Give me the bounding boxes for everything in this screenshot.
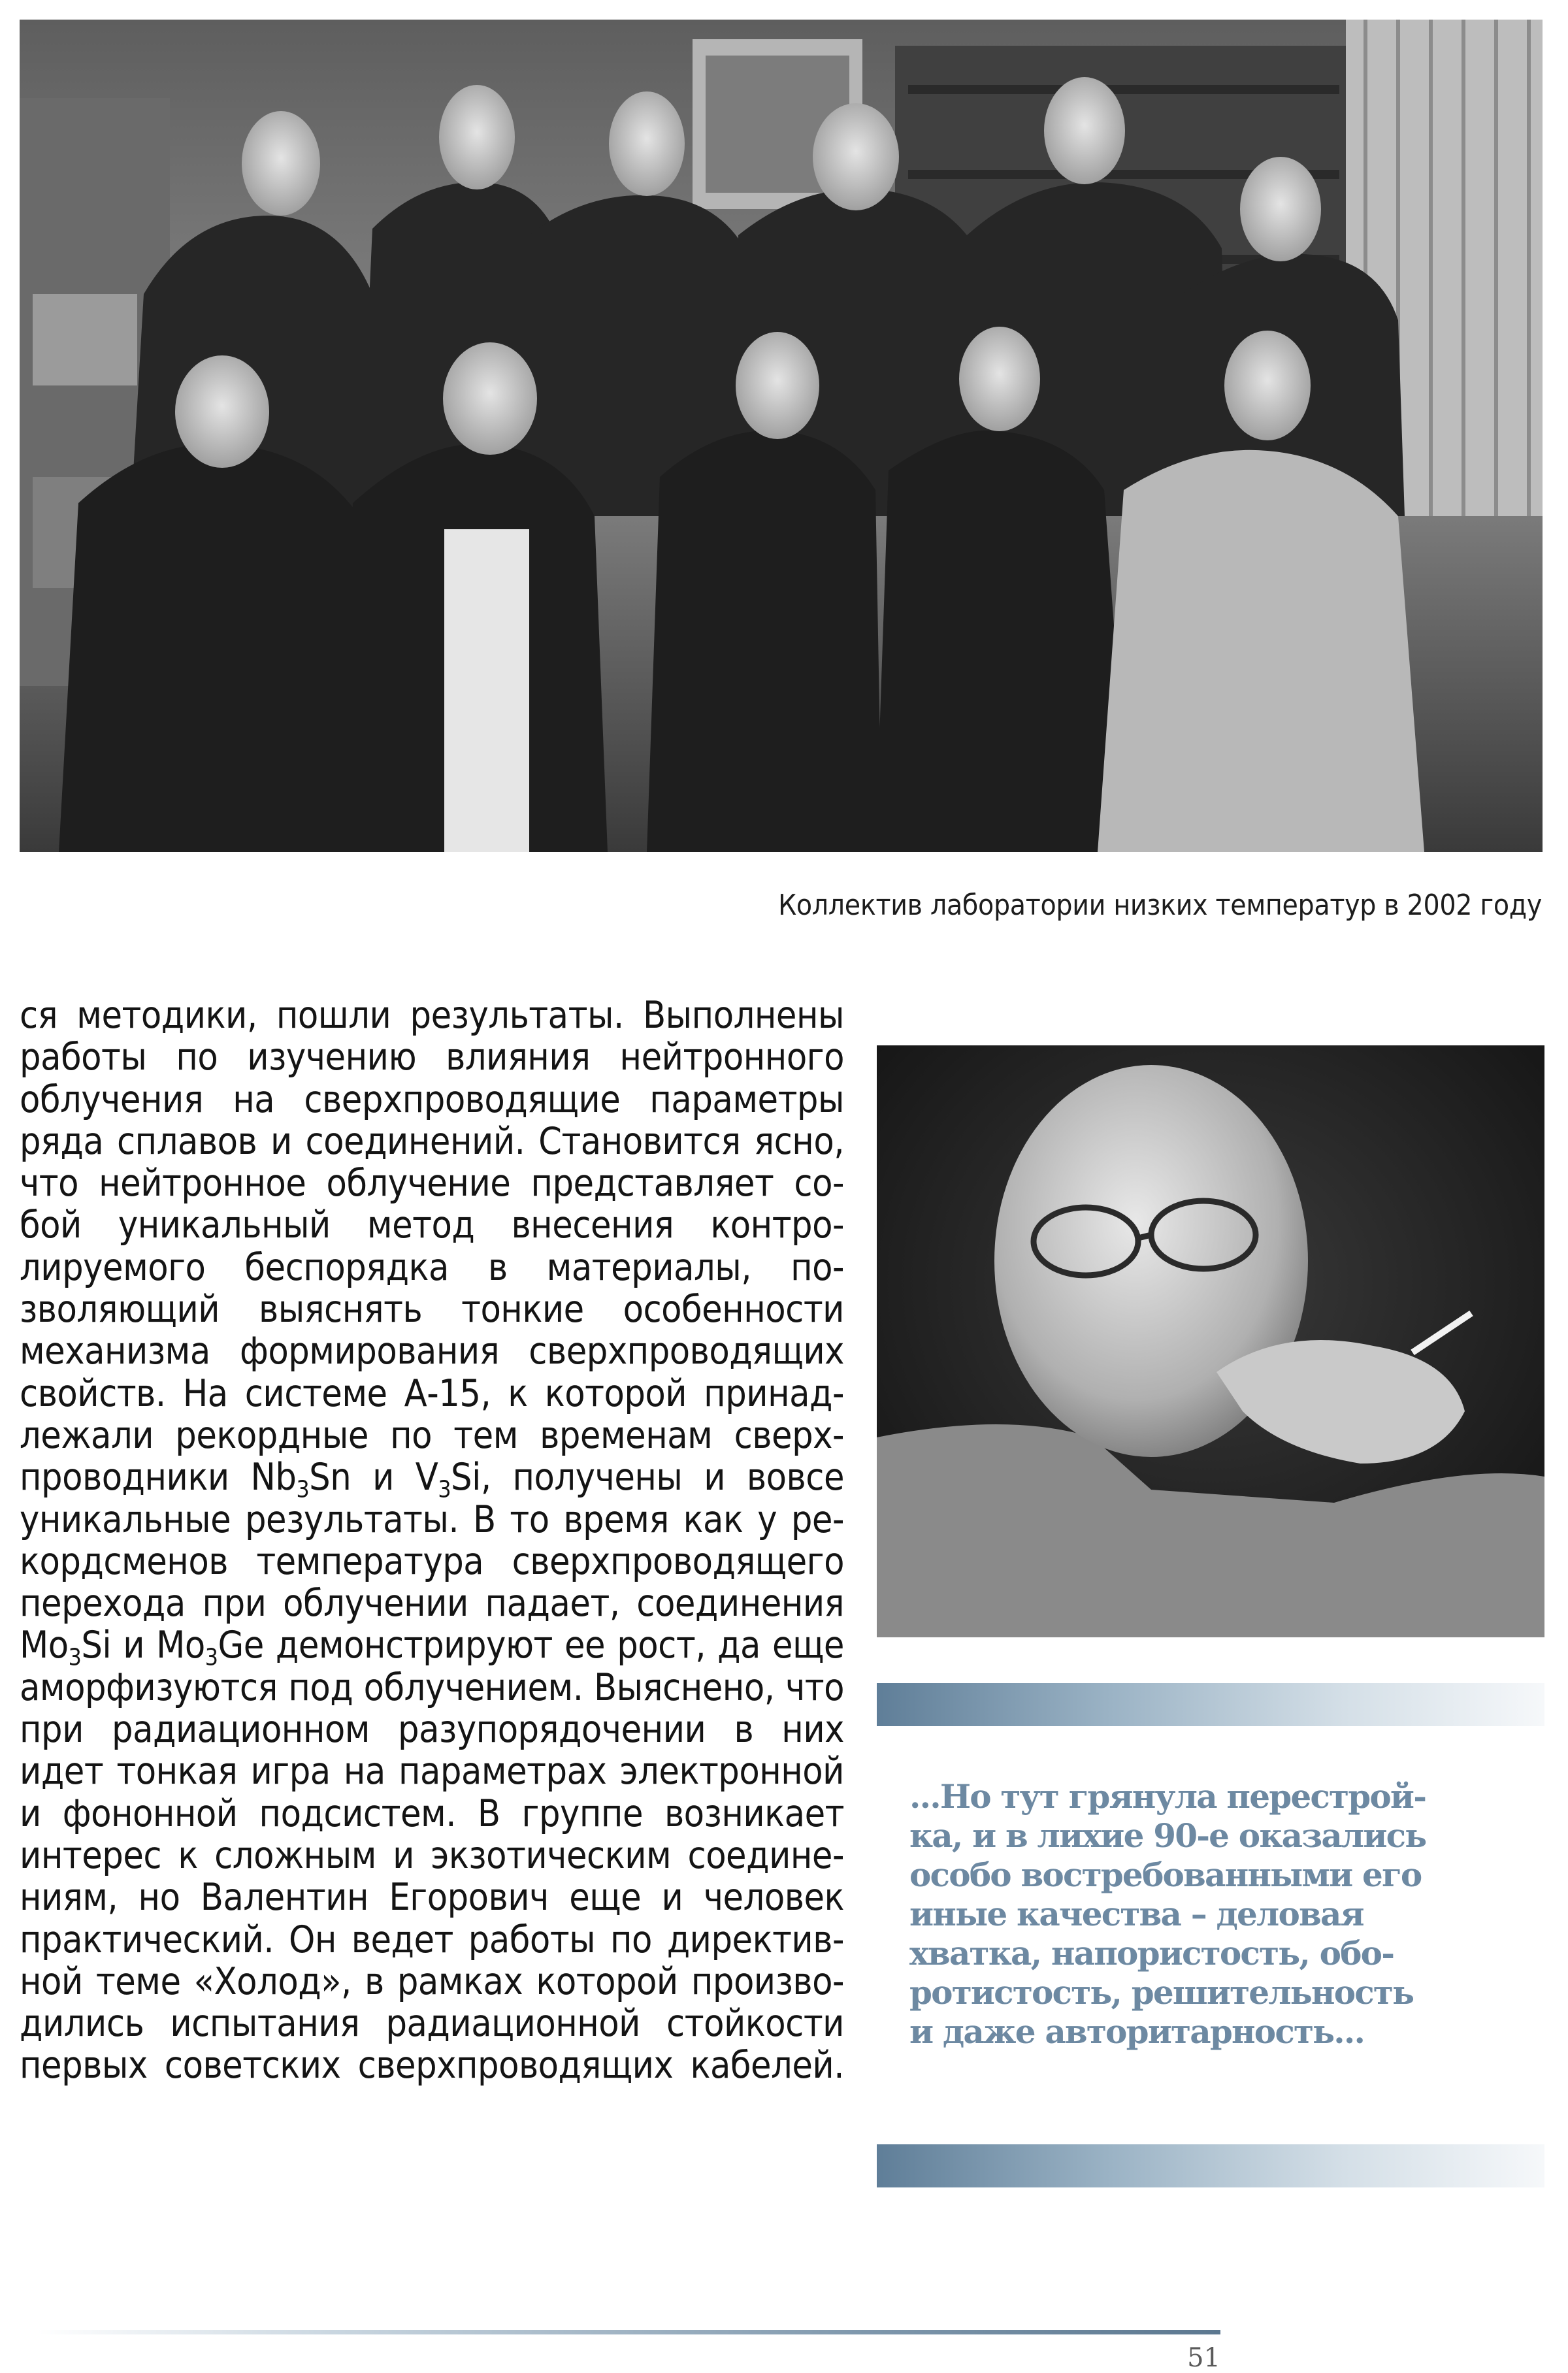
body-text-line: при радиационном разупорядочении в них bbox=[20, 1709, 844, 1751]
body-text-line: проводники $Nb_3Sn$ и $V_3Si$, получены и вовсе bbox=[20, 1456, 844, 1499]
group-photo-image bbox=[20, 20, 1543, 852]
group-photo bbox=[20, 20, 1543, 852]
body-text-line: практический. Он ведет работы по директив- bbox=[20, 1918, 844, 1961]
footer-rule bbox=[38, 2330, 1220, 2334]
pull-quote-line: особо востребованными его bbox=[909, 1856, 1422, 1894]
pull-quote-line: ка, и в лихие 90-е оказались bbox=[909, 1816, 1426, 1855]
body-text-line: лежали рекордные по тем временам сверх- bbox=[20, 1414, 844, 1457]
body-text-line: уникальные результаты. В то время как у ре- bbox=[20, 1498, 844, 1541]
body-text-line: работы по изучению влияния нейтронного bbox=[20, 1036, 844, 1079]
body-text-line: облучения на сверхпроводящие параметры bbox=[20, 1078, 844, 1121]
body-text-line: ной теме «Холод», в рамках которой произво- bbox=[20, 1960, 844, 2003]
body-text-line: аморфизуются под облучением. Выяснено, что bbox=[20, 1666, 844, 1709]
page-number: 51 bbox=[1187, 2343, 1220, 2373]
portrait-image bbox=[877, 1045, 1544, 1637]
pull-quote-line: ...Но тут грянула перестрой- bbox=[909, 1777, 1426, 1816]
body-text-line: механизма формирования сверхпроводящих bbox=[20, 1330, 844, 1373]
pull-quote bbox=[909, 1777, 1537, 2052]
body-text-line: $Mo_3Si$ и $Mo_3Ge$ демонстрируют ее рост, да еще bbox=[20, 1624, 844, 1667]
body-text-line: бой уникальный метод внесения контро- bbox=[20, 1204, 844, 1247]
body-text-line: интерес к сложным и экзотическим соедине- bbox=[20, 1834, 844, 1877]
body-text bbox=[20, 994, 844, 2087]
body-text-line: ся методики, пошли результаты. Выполнены bbox=[20, 994, 844, 1037]
body-text-line: кордсменов температура сверхпроводящего bbox=[20, 1540, 844, 1583]
body-text-line: свойств. На системе А-15, к которой принад- bbox=[20, 1372, 844, 1415]
body-text-line: лируемого беспорядка в материалы, по- bbox=[20, 1246, 844, 1289]
portrait-photo bbox=[877, 1045, 1544, 1637]
pull-quote-line: иные качества – деловая bbox=[909, 1895, 1364, 1933]
body-text-line: зволяющий выяснять тонкие особенности bbox=[20, 1288, 844, 1331]
photo-caption: Коллектив лаборатории низких температур в 2002 году bbox=[778, 889, 1542, 922]
body-text-line: ниям, но Валентин Егорович еще и человек bbox=[20, 1876, 844, 1919]
body-text-line: идет тонкая игра на параметрах электронной bbox=[20, 1750, 844, 1793]
body-text-line: что нейтронное облучение представляет со- bbox=[20, 1162, 844, 1205]
body-text-line: первых советских сверхпроводящих кабелей. bbox=[20, 2044, 844, 2087]
pull-quote-line: ротистость, решительность bbox=[909, 1973, 1414, 2012]
body-text-line: и фононной подсистем. В группе возникает bbox=[20, 1792, 844, 1835]
body-text-line: ряда сплавов и соединений. Становится ясно, bbox=[20, 1120, 844, 1163]
quote-bar-top bbox=[877, 1683, 1544, 1726]
body-text-line: дились испытания радиационной стойкости bbox=[20, 2003, 844, 2045]
quote-bar-bottom bbox=[877, 2144, 1544, 2187]
body-text-line: перехода при облучении падает, соединения bbox=[20, 1582, 844, 1625]
pull-quote-line: хватка, напористость, обо- bbox=[909, 1934, 1394, 1972]
pull-quote-line: и даже авторитарность... bbox=[909, 2012, 1365, 2051]
